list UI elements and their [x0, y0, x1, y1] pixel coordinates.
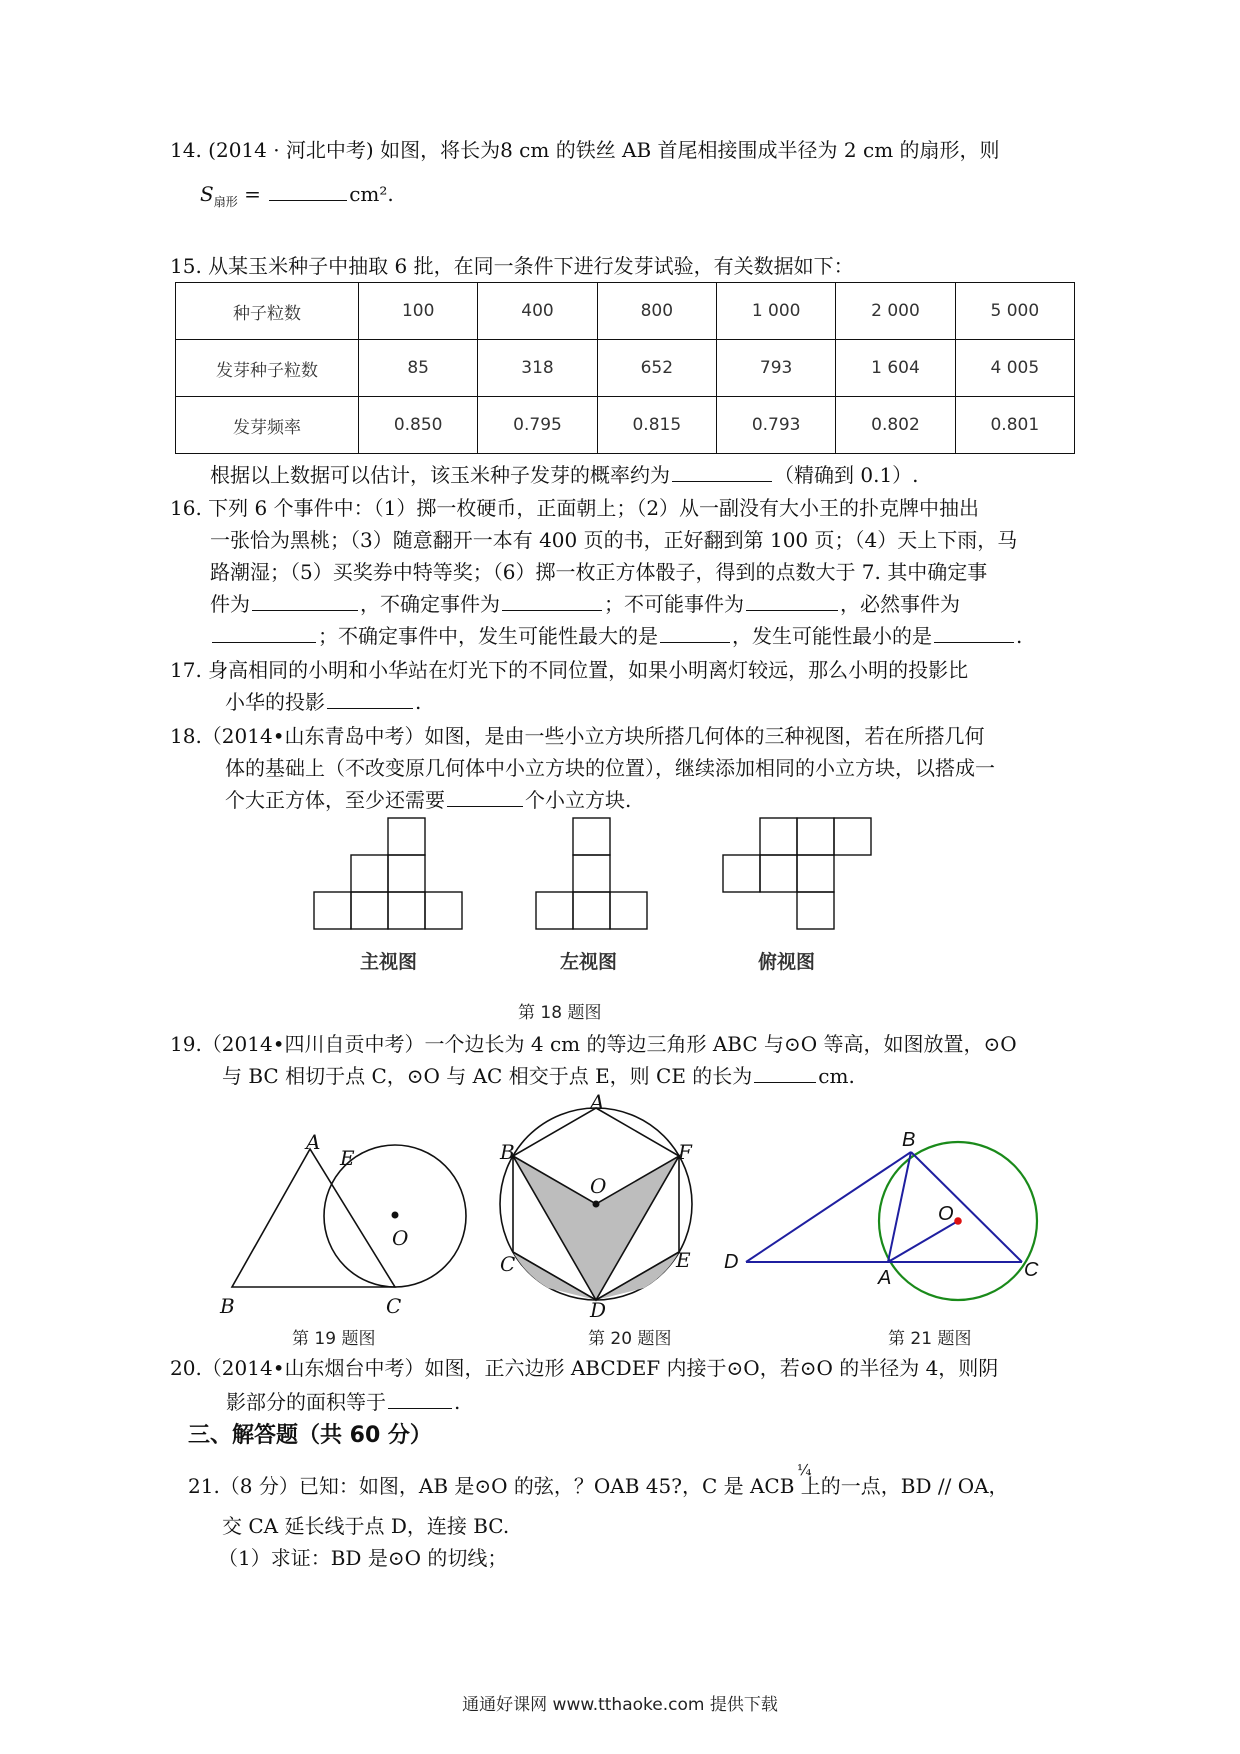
fig21-label-c: C [1024, 1259, 1039, 1281]
table-cell: 1 000 [716, 283, 835, 340]
table-header-cell: 发芽频率 [176, 397, 359, 454]
table-cell: 652 [597, 340, 716, 397]
fig19-label-c: C [386, 1294, 402, 1318]
q16-line3: 路潮湿；（5）买奖券中特等奖；（6）掷一枚正方体骰子，得到的点数大于 7. 其中确定事 [210, 560, 988, 584]
q20-line1: 20.（2014•山东烟台中考）如图，正六边形 ABCDEF 内接于⊙O，若⊙O 的半径为 4，则阴 [170, 1356, 999, 1380]
fig21-label-o: O [938, 1203, 954, 1225]
table-cell: 793 [716, 340, 835, 397]
conclusion-note: （精确到 0.1）. [774, 463, 919, 487]
figure-20-caption: 第 20 题图 [588, 1329, 672, 1349]
q20-line2 [226, 1388, 460, 1416]
conclusion-text: 根据以上数据可以估计，该玉米种子发芽的概率约为 [210, 463, 670, 487]
fig20-label-b: B [500, 1140, 515, 1164]
q20-text: 影部分的面积等于 [226, 1390, 386, 1414]
triangle-abc [232, 1149, 395, 1287]
table-header-cell: 种子粒数 [176, 283, 359, 340]
q18-text: 个大正方体，至少还需要 [225, 788, 445, 812]
q19-text: 与 BC 相切于点 C，⊙O 与 AC 相交于点 E，则 CE 的长为 [222, 1064, 753, 1088]
fig20-label-f: F [678, 1140, 692, 1164]
page-footer: 通通好课网 www.tthaoke.com 提供下载 [462, 1695, 778, 1715]
q19-line1: 19.（2014•四川自贡中考）一个边长为 4 cm 的等边三角形 ABC 与⊙O 等高，如图放置，⊙O [170, 1032, 1017, 1056]
center-point-o [954, 1217, 962, 1225]
q16-line1: 16. 下列 6 个事件中：（1）掷一枚硬币，正面朝上；（2）从一副没有大小王的扑克牌中抽出 [170, 496, 980, 520]
q16-text: ，必然事件为 [840, 592, 960, 616]
area-subscript: 扇形 [213, 195, 238, 209]
q16-text: ；不可能事件为 [604, 592, 744, 616]
q16-text: 件为 [210, 592, 250, 616]
unit-label: cm². [349, 182, 394, 206]
fig20-label-c: C [500, 1252, 516, 1276]
top-view-label: 俯视图 [758, 951, 816, 973]
q17-text: . [415, 690, 422, 714]
table-cell: 0.802 [836, 397, 955, 454]
table-cell: 0.850 [359, 397, 478, 454]
q15-intro: 15. 从某玉米种子中抽取 6 批，在同一条件下进行发芽试验，有关数据如下： [170, 254, 854, 278]
fig20-label-a: A [590, 1090, 605, 1114]
q18-text: 个小立方块. [525, 788, 632, 812]
table-cell: 800 [597, 283, 716, 340]
q16-text: ；不确定事件中，发生可能性最大的是 [318, 624, 658, 648]
fig20-label-e: E [676, 1248, 691, 1272]
figure-21 [746, 1142, 1037, 1300]
table-cell: 318 [478, 340, 597, 397]
table-cell: 5 000 [955, 283, 1074, 340]
line-db [746, 1152, 911, 1262]
fig19-label-a: A [306, 1130, 321, 1154]
fig20-label-d: D [590, 1298, 607, 1322]
figure-18-caption: 第 18 题图 [518, 1003, 602, 1023]
fig20-label-o: O [590, 1174, 607, 1198]
fig21-label-b: B [902, 1129, 916, 1151]
figure-20 [500, 1108, 692, 1300]
q20-text: . [454, 1390, 461, 1414]
line-bc [911, 1152, 1022, 1262]
q14-line1: 14. (2014 · 河北中考) 如图，将长为8 cm 的铁丝 AB 首尾相接围成半径为 2 cm 的扇形，则 [170, 138, 1000, 162]
table-cell: 85 [359, 340, 478, 397]
q21-line1: 21.（8 分）已知：如图，AB 是⊙O 的弦，？OAB 45?，C 是 ACB 上的一点，BD // OA， [188, 1474, 1009, 1498]
q18-line2: 体的基础上（不改变原几何体中小立方块的位置），继续添加相同的小立方块，以搭成一 [225, 756, 995, 780]
area-symbol: S [200, 182, 214, 206]
table-cell: 400 [478, 283, 597, 340]
section-heading: 三、解答题（共 60 分） [188, 1423, 432, 1448]
fig21-label-d: D [724, 1251, 739, 1273]
table-cell: 1 604 [836, 340, 955, 397]
fig21-label-a: A [878, 1267, 892, 1289]
q16-text: . [1016, 624, 1023, 648]
equals-sign: = [237, 182, 268, 206]
table-header-cell: 发芽种子粒数 [176, 340, 359, 397]
q16-line2: 一张恰为黑桃；（3）随意翻开一本有 400 页的书，正好翻到第 100 页；（4）天上下雨，马 [210, 528, 1018, 552]
table-cell: 2 000 [836, 283, 955, 340]
answer-blank-20[interactable] [388, 1388, 452, 1409]
table-cell: 0.815 [597, 397, 716, 454]
q21-line2: 交 CA 延长线于点 D，连接 BC. [222, 1514, 510, 1538]
figure-21-caption: 第 21 题图 [888, 1329, 972, 1349]
center-point-o [392, 1212, 399, 1219]
fig19-label-e: E [340, 1146, 355, 1170]
table-cell: 0.801 [955, 397, 1074, 454]
q17-line1: 17. 身高相同的小明和小华站在灯光下的不同位置，如果小明离灯较远，那么小明的投影比 [170, 658, 969, 682]
figure-19-caption: 第 19 题图 [292, 1329, 376, 1349]
table-cell: 0.793 [716, 397, 835, 454]
center-point-o [593, 1201, 600, 1208]
fig19-label-b: B [220, 1294, 235, 1318]
q16-text: ，发生可能性最小的是 [732, 624, 932, 648]
q17-text: 小华的投影 [225, 690, 325, 714]
table-cell: 0.795 [478, 397, 597, 454]
arc-mark: ¼ [797, 1461, 812, 1479]
q21-line3: （1）求证：BD 是⊙O 的切线； [218, 1546, 508, 1570]
q16-text: ，不确定事件为 [360, 592, 500, 616]
front-view-label: 主视图 [360, 951, 418, 973]
left-view-label: 左视图 [560, 951, 618, 973]
fig19-label-o: O [392, 1226, 409, 1250]
table-cell: 4 005 [955, 340, 1074, 397]
q19-text: cm. [818, 1064, 855, 1088]
table-cell: 100 [359, 283, 478, 340]
q18-line1: 18.（2014•山东青岛中考）如图，是由一些小立方块所搭几何体的三种视图，若在所搭几何 [170, 724, 985, 748]
